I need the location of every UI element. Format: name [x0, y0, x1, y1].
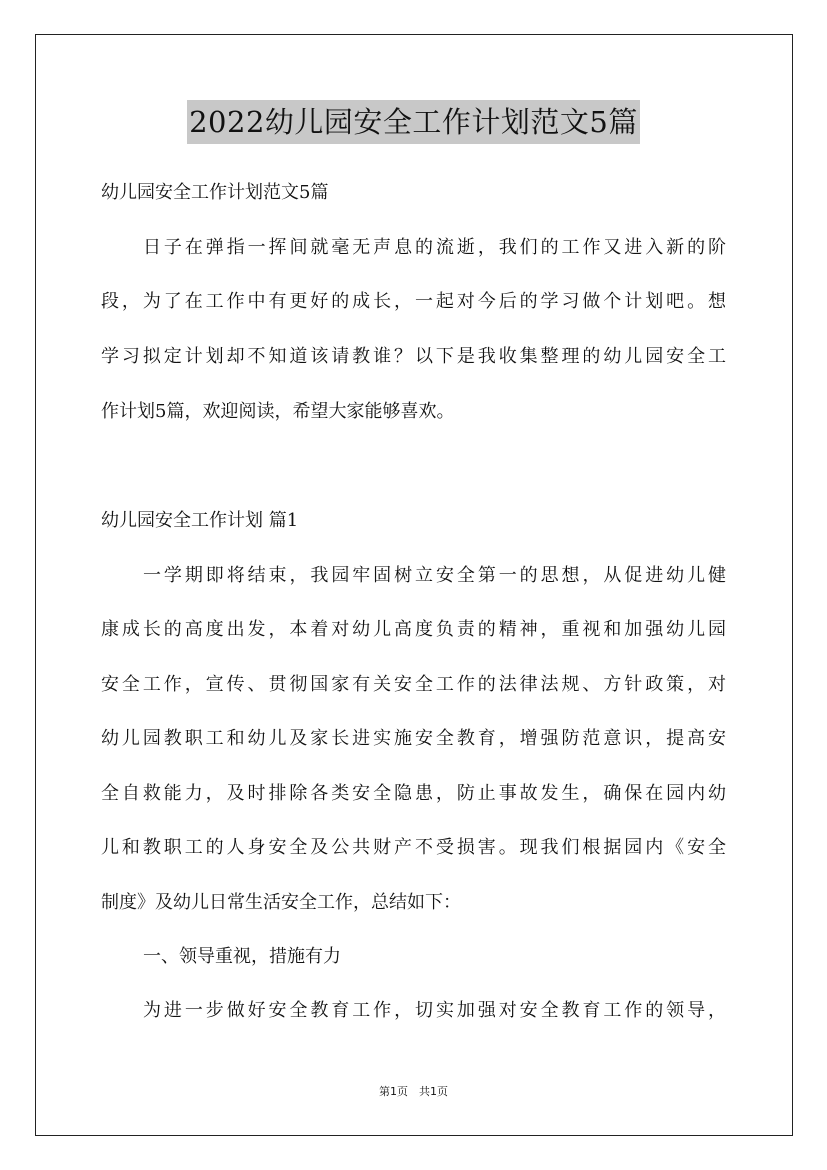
section-heading: 幼儿园安全工作计划 篇1: [101, 510, 299, 531]
title-container: [0, 100, 827, 144]
document-subtitle: 幼儿园安全工作计划范文5篇: [101, 182, 329, 203]
intro-line-3: 学习拟定计划却不知道该请教谁？以下是我收集整理的幼儿园安全工: [101, 346, 726, 367]
body-line-3: 安全工作，宣传、贯彻国家有关安全工作的法律法规、方针政策，对: [101, 674, 726, 695]
body-last-line: 为进一步做好安全教育工作，切实加强对安全教育工作的领导，: [143, 1000, 726, 1021]
body-line-7: 制度》及幼儿日常生活安全工作，总结如下：: [101, 892, 461, 913]
body-line-2: 康成长的高度出发，本着对幼儿高度负责的精神，重视和加强幼儿园: [101, 619, 726, 640]
body-line-6: 儿和教职工的人身安全及公共财产不受损害。现我们根据园内《安全: [101, 837, 726, 858]
subheading: 一、领导重视，措施有力: [143, 946, 341, 967]
intro-line-2: 段，为了在工作中有更好的成长，一起对今后的学习做个计划吧。想: [101, 291, 726, 312]
body-line-1: 一学期即将结束，我园牢固树立安全第一的思想，从促进幼儿健: [143, 565, 726, 586]
document-title: 2022幼儿园安全工作计划范文5篇: [187, 100, 640, 144]
body-line-4: 幼儿园教职工和幼儿及家长进实施安全教育，增强防范意识，提高安: [101, 728, 726, 749]
body-line-5: 全自救能力，及时排除各类安全隐患，防止事故发生，确保在园内幼: [101, 783, 726, 804]
intro-line-4: 作计划5篇，欢迎阅读，希望大家能够喜欢。: [101, 401, 455, 422]
page-footer: 第1页 共1页: [379, 1085, 448, 1098]
intro-line-1: 日子在弹指一挥间就毫无声息的流逝，我们的工作又进入新的阶: [143, 237, 726, 258]
